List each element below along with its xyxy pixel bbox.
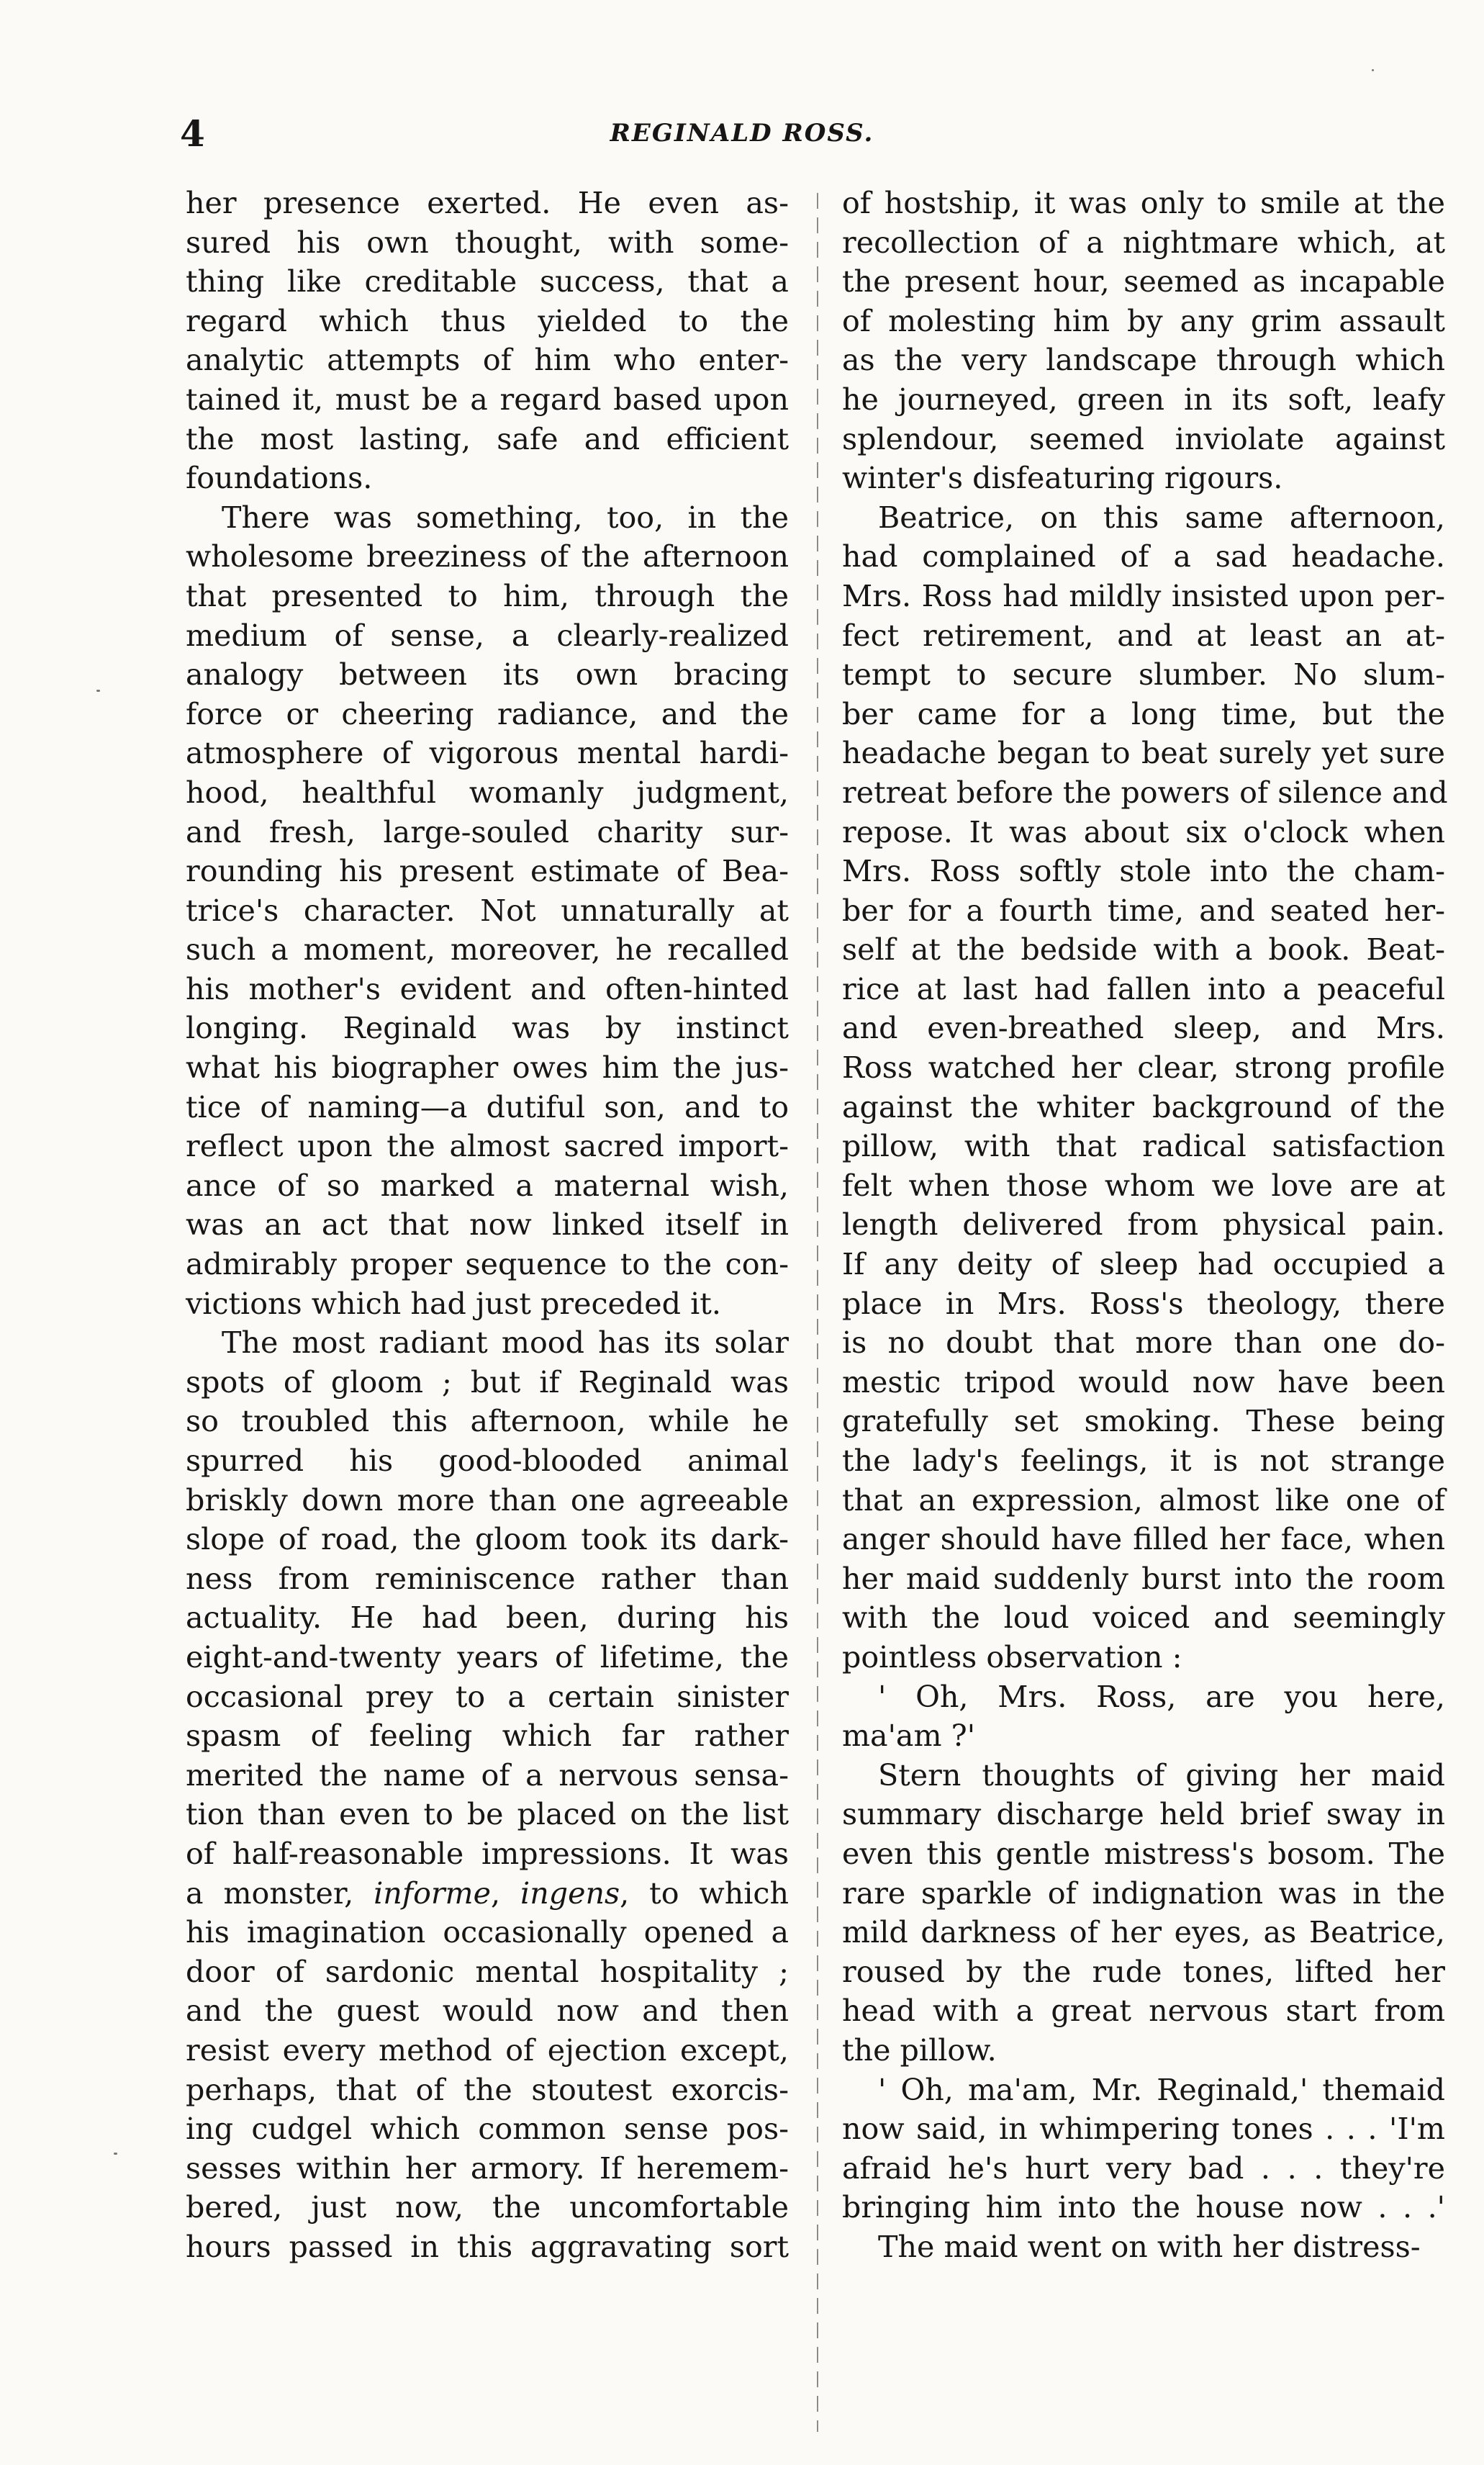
text-line: fect retirement, and at least an at- xyxy=(842,618,1445,653)
text-line: so troubled this afternoon, while he xyxy=(186,1404,789,1439)
text-line: rounding his present estimate of Bea- xyxy=(186,854,789,889)
text-line: even this gentle mistress's bosom. The xyxy=(842,1836,1445,1871)
text-line: recollection of a nightmare which, at xyxy=(842,225,1445,260)
text-line: spots of gloom ; but if Reginald was xyxy=(186,1364,789,1400)
text-line: ing cudgel which common sense pos- xyxy=(186,2112,789,2147)
text-line: ance of so marked a maternal wish, xyxy=(186,1168,789,1203)
text-line: pillow, with that radical satisfaction xyxy=(842,1129,1445,1164)
text-line: gratefully set smoking. These being xyxy=(842,1404,1445,1439)
text-line: ma'am ?' xyxy=(842,1718,976,1754)
text-line: ber came for a long time, but the xyxy=(842,696,1445,731)
text-line: analogy between its own bracing xyxy=(186,657,789,693)
text-line: Beatrice, on this same afternoon, xyxy=(878,500,1445,535)
text-line: sesses within her armory. If heremem- xyxy=(186,2150,789,2186)
text-line: Mrs. Ross had mildly insisted upon per- xyxy=(842,578,1445,613)
text-line: of molesting him by any grim assault xyxy=(842,303,1445,338)
text-line: her maid suddenly burst into the room xyxy=(842,1561,1445,1596)
text-line: victions which had just preceded it. xyxy=(186,1286,721,1321)
text-line: Mrs. Ross softly stole into the cham- xyxy=(842,854,1445,889)
text-line: repose. It was about six o'clock when xyxy=(842,814,1445,850)
text-line: against the whiter background of the xyxy=(842,1089,1445,1125)
text-line: spasm of feeling which far rather xyxy=(186,1718,789,1754)
text-line: tempt to secure slumber. No slum- xyxy=(842,657,1445,693)
text-line: self at the bedside with a book. Beat- xyxy=(842,932,1445,968)
text-line: actuality. He had been, during his xyxy=(186,1600,789,1636)
text-line: tion than even to be placed on the list xyxy=(186,1797,789,1832)
text-line: atmosphere of vigorous mental hardi- xyxy=(186,736,789,771)
text-line: longing. Reginald was by instinct xyxy=(186,1011,789,1046)
text-line: is no doubt that more than one do- xyxy=(842,1325,1445,1361)
text-line: with the loud voiced and seemingly xyxy=(842,1600,1445,1636)
text-line: headache began to beat surely yet sure xyxy=(842,736,1445,771)
column-divider xyxy=(817,193,818,2432)
text-line: the pillow. xyxy=(842,2032,997,2068)
text-line: trice's character. Not unnaturally at xyxy=(186,893,789,928)
text-line: pointless observation : xyxy=(842,1639,1182,1675)
text-line: splendour, seemed inviolate against xyxy=(842,421,1445,456)
text-line: length delivered from physical pain. xyxy=(842,1207,1445,1243)
text-line: force or cheering radiance, and the xyxy=(186,696,789,731)
text-line: tained it, must be a regard based upon xyxy=(186,382,789,417)
text-line: occasional prey to a certain sinister xyxy=(186,1679,789,1714)
text-line: bringing him into the house now . . .' xyxy=(842,2190,1445,2225)
text-line: head with a great nervous start from xyxy=(842,1993,1445,2029)
text-line: regard which thus yielded to the xyxy=(186,303,789,338)
text-line: foundations. xyxy=(186,461,373,496)
text-line: and even-breathed sleep, and Mrs. xyxy=(842,1011,1445,1046)
text-line: Ross watched her clear, strong profile xyxy=(842,1050,1445,1086)
text-line: analytic attempts of him who enter- xyxy=(186,343,789,378)
text-line: felt when those whom we love are at xyxy=(842,1168,1445,1203)
text-line: place in Mrs. Ross's theology, there xyxy=(842,1286,1445,1321)
text-line: hood, healthful womanly judgment, xyxy=(186,775,789,810)
text-line: of hostship, it was only to smile at the xyxy=(842,186,1445,220)
text-line: summary discharge held brief sway in xyxy=(842,1797,1445,1832)
text-line: a monster, informe, ingens, to which xyxy=(186,1875,789,1911)
text-line: admirably proper sequence to the con- xyxy=(186,1247,789,1282)
text-line: rare sparkle of indignation was in the xyxy=(842,1875,1445,1911)
text-line: tice of naming—a dutiful son, and to xyxy=(186,1089,789,1125)
text-line: roused by the rude tones, lifted her xyxy=(842,1954,1445,1989)
text-line: was an act that now linked itself in xyxy=(186,1207,789,1243)
text-line: had complained of a sad headache. xyxy=(842,539,1445,574)
text-line: The maid went on with her distress- xyxy=(878,2229,1421,2264)
text-line: he journeyed, green in its soft, leafy xyxy=(842,382,1445,417)
text-line: mild darkness of her eyes, as Beatrice, xyxy=(842,1915,1445,1950)
text-line: ' Oh, Mrs. Ross, are you here, xyxy=(878,1679,1445,1714)
text-line: thing like creditable success, that a xyxy=(186,264,789,299)
text-line: that an expression, almost like one of xyxy=(842,1482,1445,1518)
text-line: hours passed in this aggravating sort xyxy=(186,2229,789,2264)
text-line: the present hour, seemed as incapable xyxy=(842,264,1445,299)
text-line: ness from reminiscence rather than xyxy=(186,1561,789,1596)
text-line: her presence exerted. He even as- xyxy=(186,186,789,220)
text-line: spurred his good-blooded animal xyxy=(186,1443,789,1478)
text-line: anger should have filled her face, when xyxy=(842,1522,1445,1557)
text-line: afraid he's hurt very bad . . . they're xyxy=(842,2150,1445,2186)
text-line: slope of road, the gloom took its dark- xyxy=(186,1522,789,1557)
text-line: resist every method of ejection except, xyxy=(186,2032,789,2068)
text-line: as the very landscape through which xyxy=(842,343,1445,378)
text-line: his imagination occasionally opened a xyxy=(186,1915,789,1950)
text-line: If any deity of sleep had occupied a xyxy=(842,1247,1445,1282)
text-line: rice at last had fallen into a peaceful xyxy=(842,971,1445,1006)
text-line: Stern thoughts of giving her maid xyxy=(878,1757,1445,1793)
text-line: briskly down more than one agreeable xyxy=(186,1482,789,1518)
text-line: merited the name of a nervous sensa- xyxy=(186,1757,789,1793)
text-line: the lady's feelings, it is not strange xyxy=(842,1443,1445,1478)
text-line: of half-reasonable impressions. It was xyxy=(186,1836,789,1871)
text-line: ber for a fourth time, and seated her- xyxy=(842,893,1445,928)
text-line: The most radiant mood has its solar xyxy=(222,1325,789,1361)
page-number: 4 xyxy=(180,112,205,155)
text-line: wholesome breeziness of the afternoon xyxy=(186,539,789,574)
text-line: door of sardonic mental hospitality ; xyxy=(186,1954,789,1989)
margin-speck xyxy=(114,2153,117,2155)
text-line: bered, just now, the uncomfortable xyxy=(186,2190,789,2225)
text-line: and fresh, large-souled charity sur- xyxy=(186,814,789,850)
text-line: his mother's evident and often-hinted xyxy=(186,971,789,1006)
margin-speck xyxy=(96,690,100,692)
text-line: medium of sense, a clearly-realized xyxy=(186,618,789,653)
running-head: REGINALD ROSS. xyxy=(610,119,874,148)
text-line: winter's disfeaturing rigours. xyxy=(842,461,1283,496)
text-line: what his biographer owes him the jus- xyxy=(186,1050,789,1086)
text-line: ' Oh, ma'am, Mr. Reginald,' themaid xyxy=(878,2072,1445,2107)
text-line: eight-and-twenty years of lifetime, the xyxy=(186,1639,789,1675)
text-line: retreat before the powers of silence and xyxy=(842,775,1448,810)
text-line: There was something, too, in the xyxy=(222,500,789,535)
text-line: sured his own thought, with some- xyxy=(186,225,789,260)
text-line: perhaps, that of the stoutest exorcis- xyxy=(186,2072,789,2107)
text-line: mestic tripod would now have been xyxy=(842,1364,1445,1400)
text-line: and the guest would now and then xyxy=(186,1993,789,2029)
text-line: reflect upon the almost sacred import- xyxy=(186,1129,789,1164)
right-column xyxy=(842,184,1448,2266)
text-line: that presented to him, through the xyxy=(186,578,789,613)
text-line: such a moment, moreover, he recalled xyxy=(186,932,789,968)
margin-speck xyxy=(1372,69,1374,71)
text-line: the most lasting, safe and efficient xyxy=(186,421,789,456)
left-column xyxy=(186,184,789,2266)
text-line: now said, in whimpering tones . . . 'I'm xyxy=(842,2112,1445,2147)
